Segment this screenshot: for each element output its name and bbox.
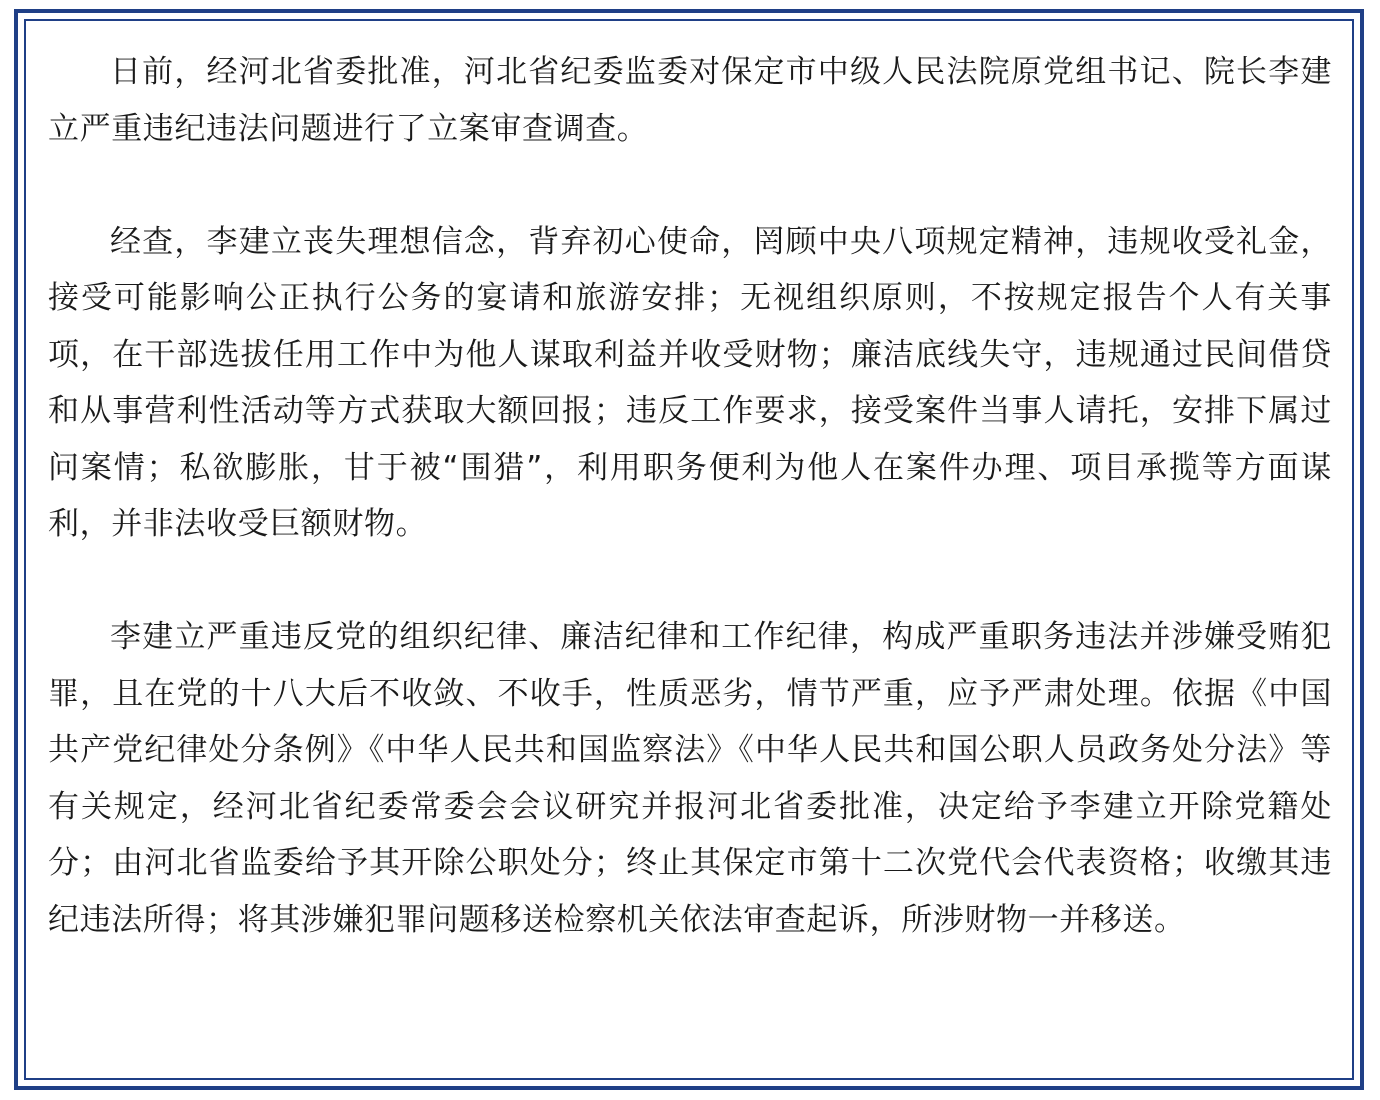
paragraph-intro: 日前，经河北省委批准，河北省纪委监委对保定市中级人民法院原党组书记、院长李建立严重违纪违法问题进行了立案审查调查。 <box>48 54 1332 147</box>
paragraph-decision: 李建立严重违反党的组织纪律、廉洁纪律和工作纪律，构成严重职务违法并涉嫌受贿犯罪，且在党的十八大后不收敛、不收手，性质恶劣，情节严重，应予严肃处理。依据《中国共产党纪律处分条例》《中华人民共和国监察法》《中华人民共和国公职人员政务处分法》等有关规定，经河北省纪委常委会会议研究并报河北省委批准，决定给予李建立开除党籍处分；由河北省监委给予其开除公职处分；终止其保定市第十二次党代会代表资格；收缴其违纪违法所得；将其涉嫌犯罪问题移送检察机关依法审查起诉，所涉财物一并移送。 <box>48 619 1332 938</box>
paragraph-findings: 经查，李建立丧失理想信念，背弃初心使命，罔顾中央八项规定精神，违规收受礼金，接受可能影响公正执行公务的宴请和旅游安排；无视组织原则，不按规定报告个人有关事项，在干部选拔任用工作中为他人谋取利益并收受财物；廉洁底线失守，违规通过民间借贷和从事营利性活动等方式获取大额回报；违反工作要求，接受案件当事人请托，安排下属过问案情；私欲膨胀，甘于被“围猎”，利用职务便利为他人在案件办理、项目承揽等方面谋利，并非法收受巨额财物。 <box>48 223 1332 542</box>
article-body <box>48 44 1332 948</box>
